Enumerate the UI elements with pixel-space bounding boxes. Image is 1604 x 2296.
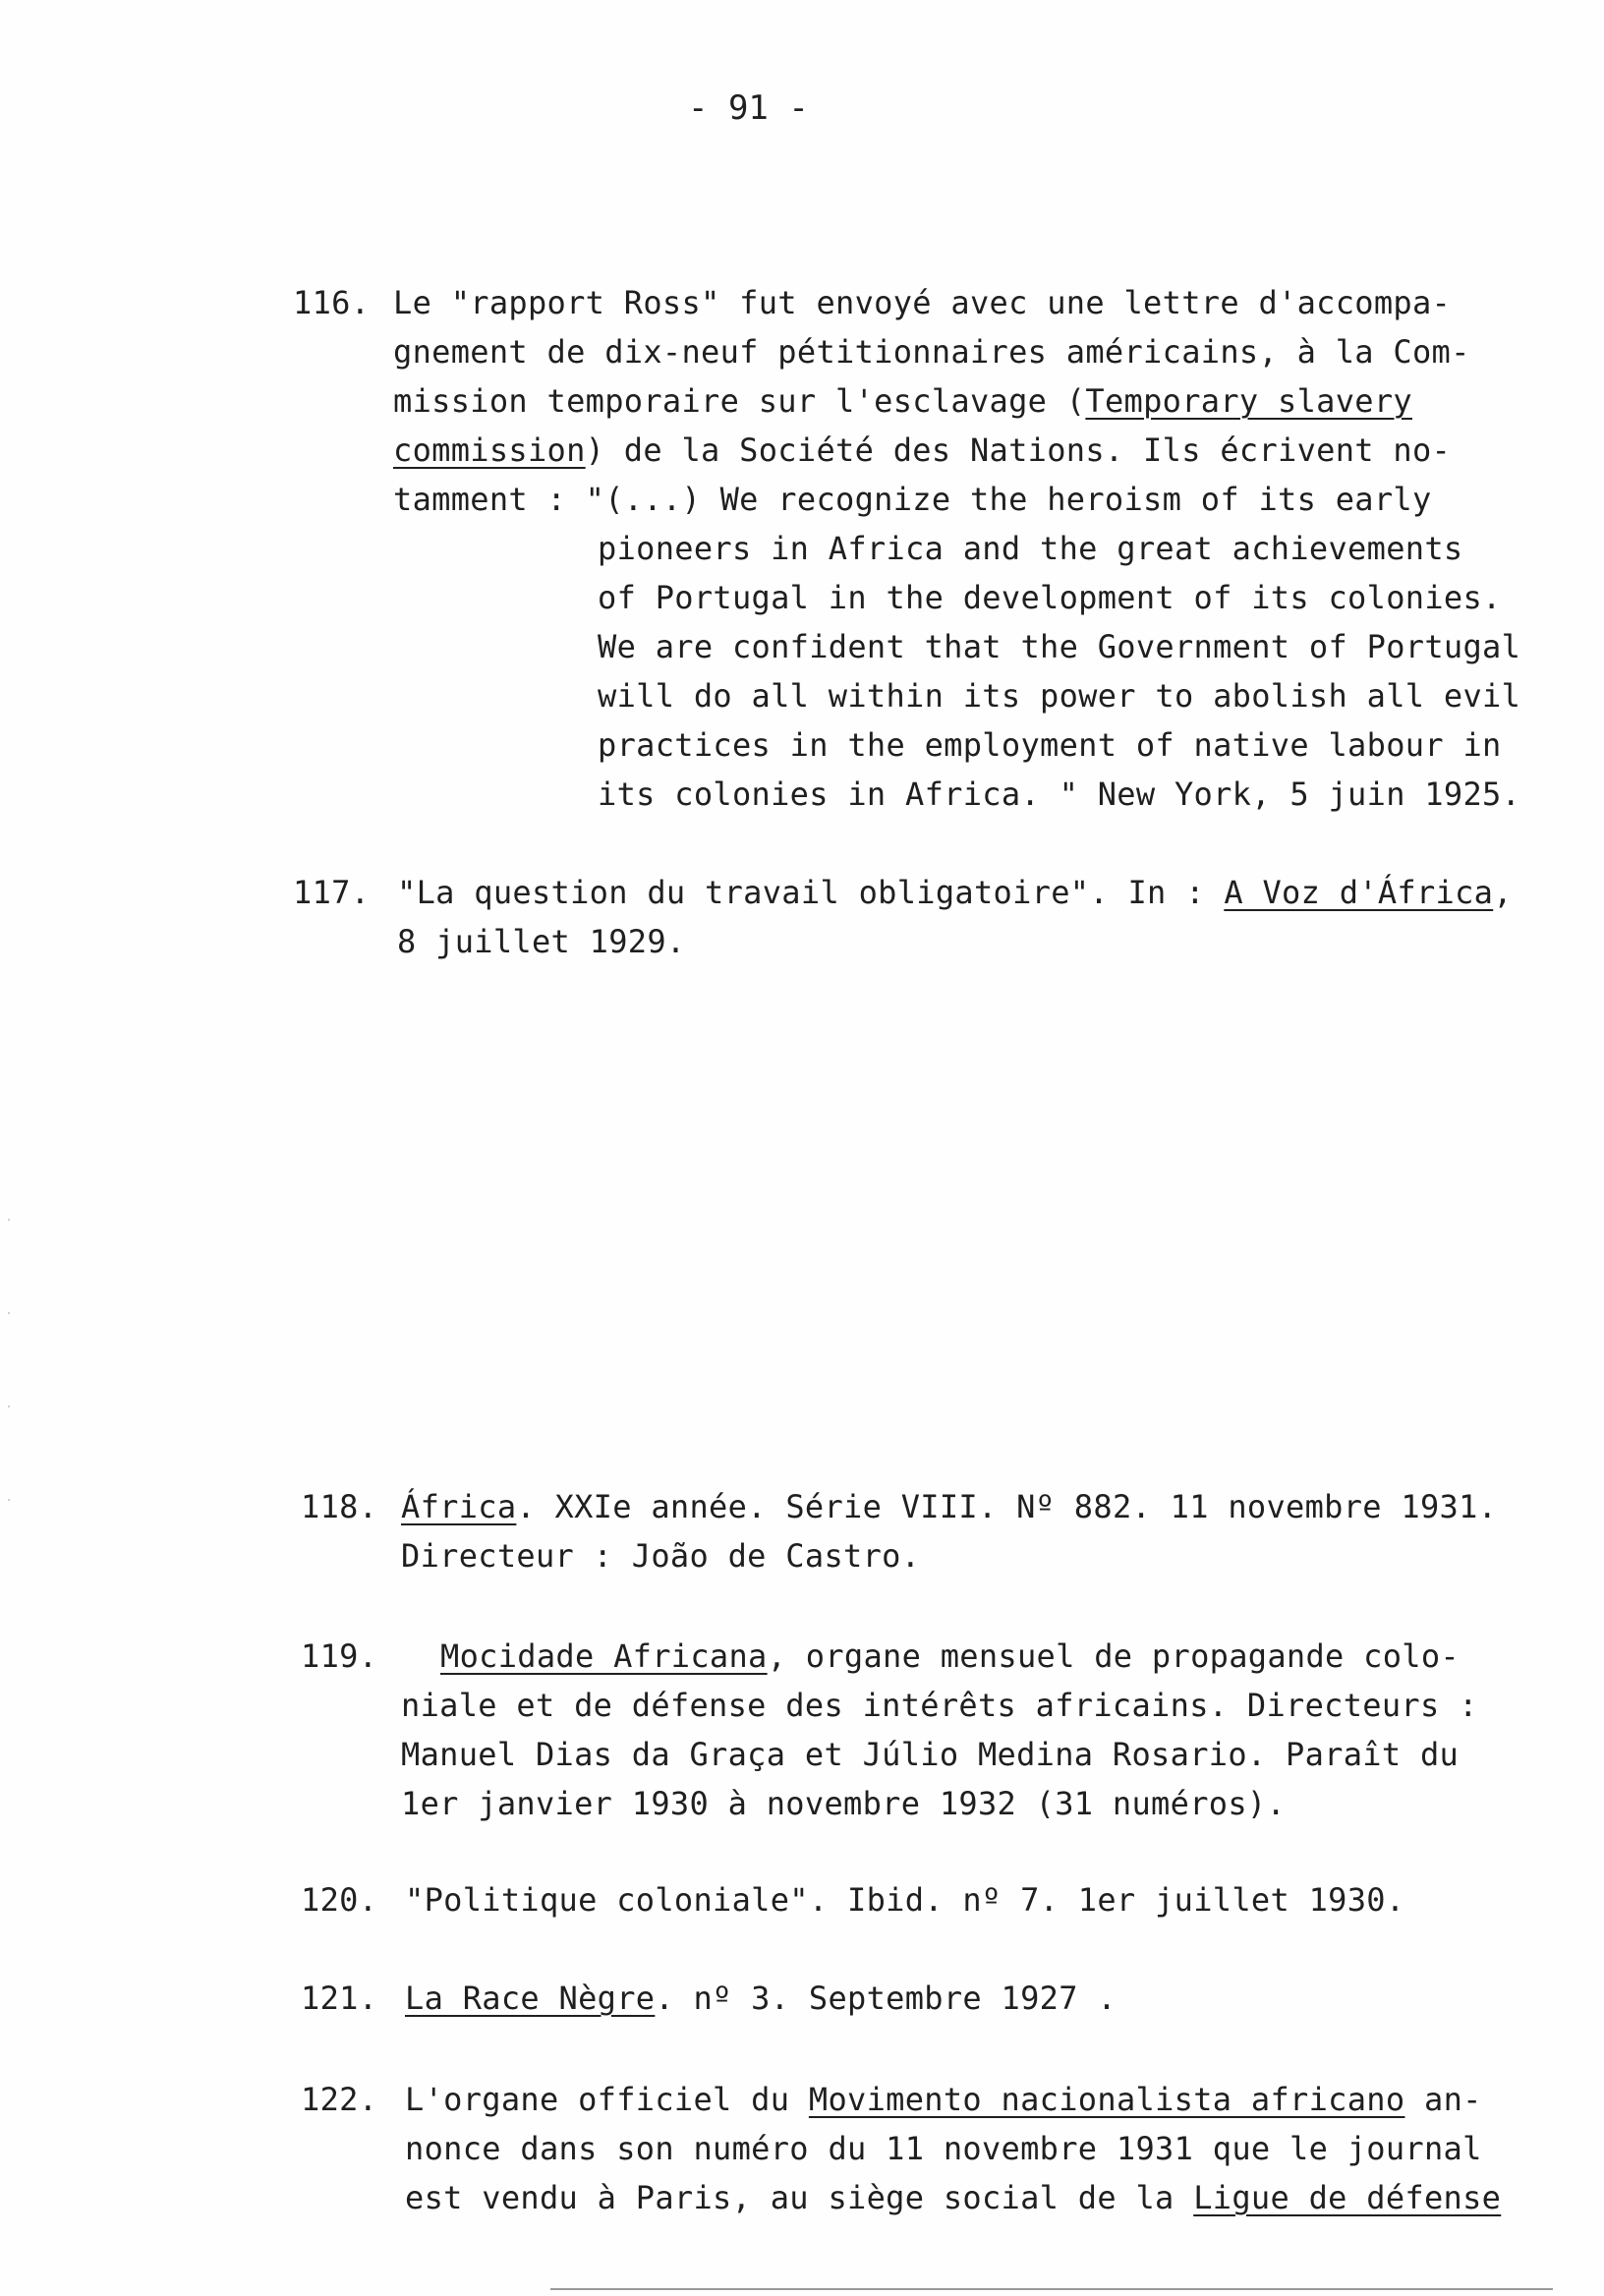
note-116-title-temporary-slavery: Temporary slavery [1085,382,1412,420]
note-122-line-2: nonce dans son numéro du 11 novembre 1931 que le journal [405,2130,1482,2167]
note-122-line-3-text: est vendu à Paris, au siège social de la [405,2179,1194,2216]
note-119-line-1-text: , organe mensuel de propagande colo- [767,1637,1460,1675]
bottom-rule [550,2288,1553,2290]
note-122-title-ligue-de-defense: Ligue de défense [1193,2179,1502,2216]
note-117-title-a-voz-dafrica: A Voz d'África [1224,874,1494,911]
note-119-line-2: niale et de défense des intérêts africains. Directeurs : [401,1687,1478,1724]
note-120-line-1: "Politique coloniale". Ibid. nº 7. 1er juillet 1930. [405,1881,1405,1919]
note-117-number: 117. [293,874,371,911]
note-116-quote-line-2: of Portugal in the development of its colonies. [598,579,1502,616]
note-122-line-1-text-a: L'organe officiel du [405,2081,809,2118]
note-121-title-la-race-negre: La Race Nègre [405,1980,656,2017]
note-121-line-1-text: . nº 3. Septembre 1927 . [655,1980,1117,2017]
note-116-line-3 [393,381,1412,421]
note-116-line-5: tamment : "(...) We recognize the heroism of its early [393,481,1432,518]
note-116-quote-line-5: practices in the employment of native labour in [598,726,1502,764]
note-119-line-4: 1er janvier 1930 à novembre 1932 (31 numéros). [401,1785,1287,1822]
note-118-number: 118. [301,1488,378,1525]
note-122-line-1 [405,2080,1482,2119]
note-121-number: 121. [301,1980,378,2017]
note-119-number: 119. [301,1637,378,1675]
note-121-line-1 [405,1979,1117,2018]
page-number: - 91 - [688,88,809,128]
note-119-line-1 [440,1636,1460,1676]
note-117-line-1-comma: , [1493,874,1513,911]
note-116-quote-line-3: We are confident that the Government of Portugal [598,628,1521,665]
note-116-quote-line-1: pioneers in Africa and the great achievements [598,530,1463,567]
note-116-title-commission: commission [393,431,586,469]
note-116-quote-line-4: will do all within its power to abolish all evil [598,677,1521,715]
note-118-line-1 [401,1487,1497,1526]
note-122-title-movimento: Movimento nacionalista africano [808,2081,1405,2118]
note-116-line-2: gnement de dix-neuf pétitionnaires américains, à la Com- [393,333,1470,371]
scan-margin-marks [8,1219,10,1543]
note-118-line-2: Directeur : João de Castro. [401,1537,921,1575]
note-116-line-3-text: mission temporaire sur l'esclavage ( [393,382,1086,420]
note-118-title-africa: África [401,1488,517,1525]
note-116-line-4 [393,430,1451,470]
note-119-line-3: Manuel Dias da Graça et Júlio Medina Rosario. Paraît du [401,1736,1460,1773]
note-120-number: 120. [301,1881,378,1919]
note-116-number: 116. [293,284,371,321]
note-118-line-1-text: . XXIe année. Série VIII. Nº 882. 11 novembre 1931. [516,1488,1498,1525]
note-116-line-1: Le "rapport Ross" fut envoyé avec une lettre d'accompa- [393,284,1452,321]
note-117-line-1-text: "La question du travail obligatoire". In : [397,874,1225,911]
note-119-title-mocidade-africana: Mocidade Africana [440,1637,768,1675]
note-122-number: 122. [301,2081,378,2118]
note-122-line-1-text-b: an- [1404,2081,1482,2118]
note-117-line-2: 8 juillet 1929. [397,923,686,960]
note-116-line-4-text: ) de la Société des Nations. Ils écrivent no- [585,431,1452,469]
note-116-quote-line-6: its colonies in Africa. " New York, 5 juin 1925. [598,775,1521,813]
note-122-line-3 [405,2178,1501,2217]
note-117-line-1 [397,873,1513,912]
